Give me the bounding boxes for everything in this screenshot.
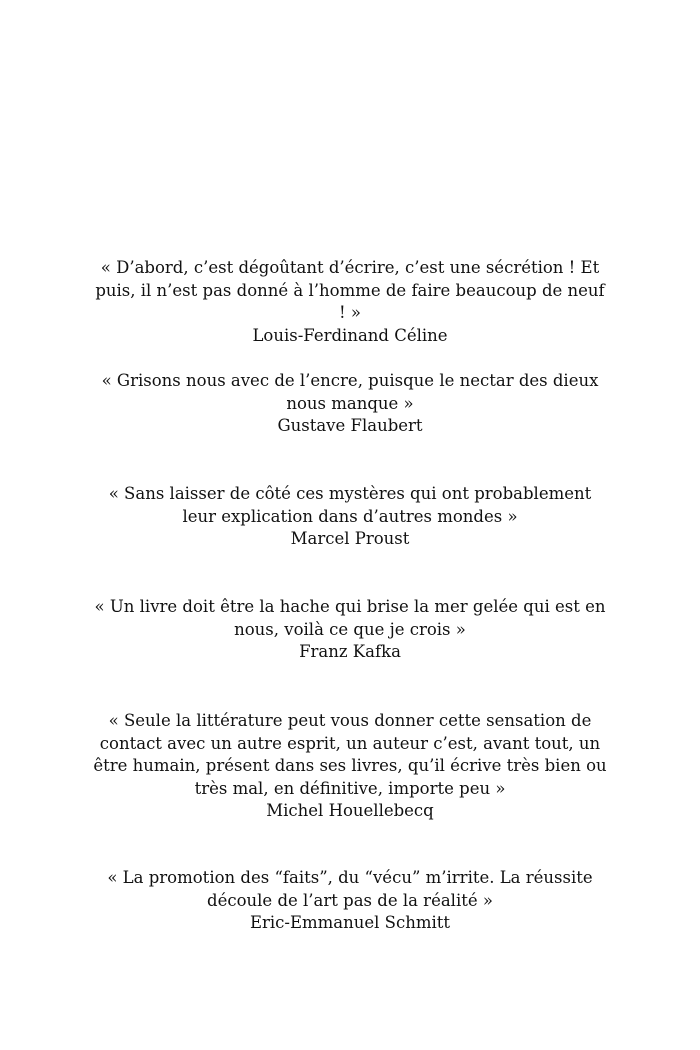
quote-author: Franz Kafka [299, 642, 401, 661]
quote-block [90, 370, 610, 438]
quote-text: « Sans laisser de côté ces mystères qui ont probablement leur explication dans d’autres mondes » [108, 484, 592, 526]
quote-text: « Seule la littérature peut vous donner cette sensation de contact avec un autre esprit, un auteur c’est, avant tout, un être humain, présent dans ses livres, qu’il écrive très bien ou très mal, en définitive, importe peu » [93, 711, 607, 798]
quote-author: Marcel Proust [290, 529, 410, 548]
quote-author: Gustave Flaubert [277, 416, 423, 435]
quote-text: « D’abord, c’est dégoûtant d’écrire, c’est une sécrétion ! Et puis, il n’est pas donné à l’homme de faire beaucoup de neuf ! » [95, 258, 605, 322]
quote-author: Michel Houellebecq [266, 801, 434, 820]
quote-text: « La promotion des “faits”, du “vécu” m’irrite. La réussite découle de l’art pas de la réalité » [107, 868, 593, 910]
quote-block [90, 596, 610, 664]
quote-block [90, 867, 610, 935]
quote-block [90, 483, 610, 551]
quote-author: Eric-Emmanuel Schmitt [249, 913, 451, 932]
quote-text: « Grisons nous avec de l’encre, puisque le nectar des dieux nous manque » [101, 371, 599, 413]
quote-author: Louis-Ferdinand Céline [252, 325, 448, 345]
quote-block [90, 257, 610, 347]
quote-text: « Un livre doit être la hache qui brise la mer gelée qui est en nous, voilà ce que je crois » [94, 597, 606, 639]
quote-block [90, 710, 610, 823]
